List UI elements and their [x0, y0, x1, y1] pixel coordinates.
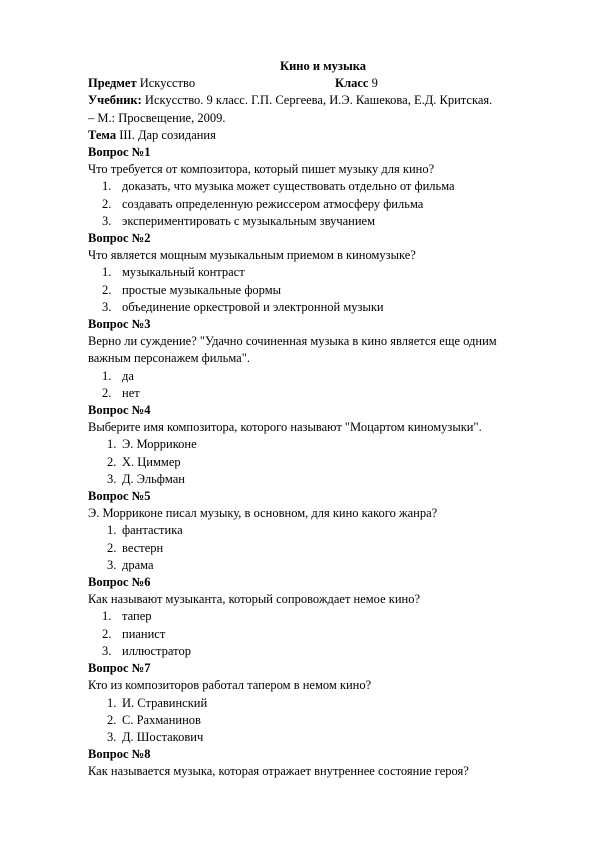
- topic-label: Тема: [88, 127, 117, 142]
- document-page: [88, 58, 558, 781]
- answer-options: [88, 695, 558, 747]
- option-text: Д. Эльфман: [122, 471, 185, 486]
- answer-option: [88, 299, 558, 316]
- subject-value: Искусство: [139, 76, 196, 91]
- option-number: 3.: [107, 471, 117, 486]
- option-number: 1.: [107, 437, 117, 452]
- option-text: фантастика: [122, 523, 183, 538]
- option-number: 3.: [107, 729, 117, 744]
- grade-label: Класс: [335, 76, 369, 91]
- question-heading: Вопрос №4: [88, 403, 151, 418]
- option-text: С. Рахманинов: [122, 712, 201, 727]
- answer-option: [88, 385, 558, 402]
- topic-line: [88, 127, 558, 144]
- option-text: создавать определенную режиссером атмосферу фильма: [122, 196, 424, 211]
- textbook-text: Искусство. 9 класс. Г.П. Сергеева, И.Э. Кашекова, Е.Д. Критская.: [144, 93, 493, 108]
- option-text: музыкальный контраст: [122, 265, 245, 280]
- option-number: 3.: [102, 299, 112, 314]
- option-text: И. Стравинский: [122, 695, 208, 710]
- answer-option: [88, 282, 558, 299]
- option-text: объединение оркестровой и электронной музыки: [122, 299, 384, 314]
- textbook-line: [88, 92, 558, 109]
- question-block: [88, 488, 558, 574]
- grade-field: [335, 75, 378, 92]
- answer-options: [88, 368, 558, 402]
- question-heading: Вопрос №8: [88, 747, 151, 762]
- option-number: 2.: [102, 385, 112, 400]
- option-text: да: [122, 368, 134, 383]
- option-number: 2.: [102, 196, 112, 211]
- question-text: Как называется музыка, которая отражает внутреннее состояние героя?: [88, 764, 469, 779]
- option-number: 3.: [107, 557, 117, 572]
- option-number: 2.: [107, 454, 117, 469]
- option-text: нет: [122, 385, 140, 400]
- option-number: 2.: [102, 626, 112, 641]
- question-heading: Вопрос №5: [88, 489, 151, 504]
- option-number: 2.: [107, 540, 117, 555]
- answer-option: [88, 454, 558, 471]
- question-block: [88, 574, 558, 660]
- option-text: тапер: [122, 609, 152, 624]
- question-text: Что является мощным музыкальным приемом в киномузыке?: [88, 248, 416, 263]
- option-text: простые музыкальные формы: [122, 282, 282, 297]
- answer-option: [88, 213, 558, 230]
- option-number: 1.: [107, 695, 117, 710]
- question-text: Э. Морриконе писал музыку, в основном, для кино какого жанра?: [88, 506, 438, 521]
- subject-row: [88, 75, 558, 92]
- answer-option: [88, 729, 558, 746]
- question-heading: Вопрос №2: [88, 231, 151, 246]
- topic-value: III. Дар созидания: [119, 127, 216, 142]
- option-number: 3.: [102, 213, 112, 228]
- option-text: драма: [122, 557, 154, 572]
- question-heading: Вопрос №6: [88, 575, 151, 590]
- question-block: [88, 660, 558, 746]
- option-number: 3.: [102, 643, 112, 658]
- question-block: [88, 316, 558, 402]
- answer-option: [88, 471, 558, 488]
- answer-option: [88, 695, 558, 712]
- answer-option: [88, 540, 558, 557]
- option-text: Д. Шостакович: [122, 729, 204, 744]
- option-number: 1.: [102, 265, 112, 280]
- answer-option: [88, 368, 558, 385]
- option-text: Э. Морриконе: [122, 437, 197, 452]
- option-text: Х. Циммер: [122, 454, 181, 469]
- answer-options: [88, 522, 558, 574]
- answer-option: [88, 178, 558, 195]
- option-number: 1.: [102, 368, 112, 383]
- question-heading: Вопрос №7: [88, 661, 151, 676]
- answer-options: [88, 264, 558, 316]
- option-number: 1.: [102, 609, 112, 624]
- page-title: Кино и музыка: [280, 59, 366, 73]
- answer-option: [88, 522, 558, 539]
- answer-option: [88, 626, 558, 643]
- question-block: [88, 402, 558, 488]
- answer-option: [88, 643, 558, 660]
- option-text: иллюстратор: [122, 643, 191, 658]
- question-text: Выберите имя композитора, которого называют "Моцартом киномузыки".: [88, 420, 482, 435]
- answer-option: [88, 608, 558, 625]
- question-text: важным персонажем фильма".: [88, 351, 250, 366]
- question-text: Как называют музыканта, который сопровождает немое кино?: [88, 592, 421, 607]
- questions-list: [88, 144, 558, 781]
- answer-options: [88, 178, 558, 230]
- textbook-label: Учебник:: [88, 93, 142, 108]
- question-text: Кто из композиторов работал тапером в немом кино?: [88, 678, 372, 693]
- option-text: доказать, что музыка может существовать отдельно от фильма: [122, 179, 455, 194]
- option-text: экспериментировать с музыкальным звучанием: [122, 213, 376, 228]
- grade-value: 9: [371, 76, 378, 91]
- option-number: 1.: [102, 179, 112, 194]
- option-text: пианист: [122, 626, 166, 641]
- option-number: 2.: [102, 282, 112, 297]
- answer-options: [88, 608, 558, 660]
- option-number: 2.: [107, 712, 117, 727]
- answer-option: [88, 436, 558, 453]
- answer-option: [88, 557, 558, 574]
- question-text: Верно ли суждение? "Удачно сочиненная музыка в кино является еще одним: [88, 334, 497, 349]
- answer-option: [88, 264, 558, 281]
- answer-options: [88, 436, 558, 488]
- question-heading: Вопрос №1: [88, 145, 151, 159]
- question-text: Что требуется от композитора, который пишет музыку для кино?: [88, 162, 435, 177]
- question-block: [88, 230, 558, 316]
- answer-option: [88, 712, 558, 729]
- question-heading: Вопрос №3: [88, 317, 151, 332]
- option-number: 1.: [107, 523, 117, 538]
- question-block: [88, 746, 558, 780]
- subject-label: Предмет: [88, 76, 137, 91]
- question-block: [88, 144, 558, 230]
- answer-option: [88, 196, 558, 213]
- textbook-publisher: – М.: Просвещение, 2009.: [88, 110, 226, 125]
- option-text: вестерн: [122, 540, 164, 555]
